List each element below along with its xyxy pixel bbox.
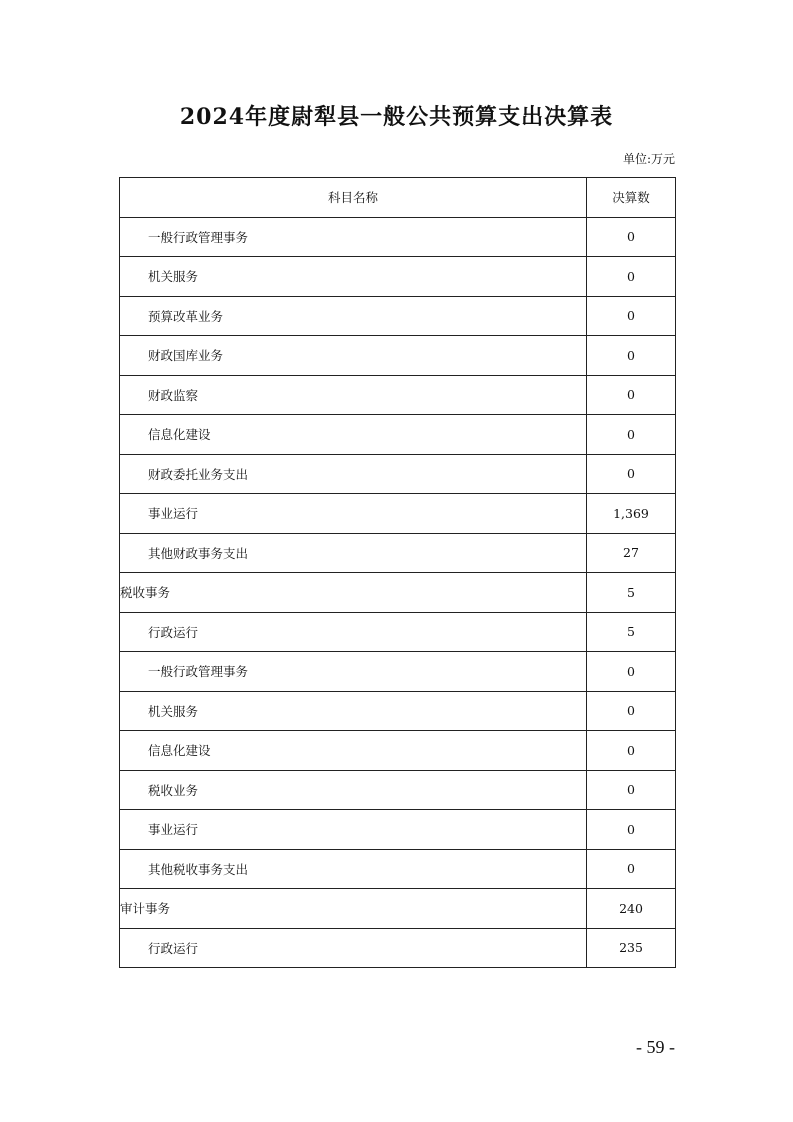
row-amount: 0 xyxy=(587,731,676,771)
row-subject-name: 信息化建设 xyxy=(120,731,587,771)
row-subject-name: 预算改革业务 xyxy=(120,296,587,336)
row-amount: 235 xyxy=(587,928,676,968)
table-row xyxy=(120,652,676,692)
page-number: - 59 - xyxy=(636,1037,675,1057)
row-subject-name: 信息化建设 xyxy=(120,415,587,455)
row-amount: 0 xyxy=(587,296,676,336)
row-amount: 0 xyxy=(587,415,676,455)
table-row xyxy=(120,336,676,376)
row-amount: 0 xyxy=(587,217,676,257)
row-amount: 0 xyxy=(587,375,676,415)
table-row xyxy=(120,810,676,850)
table-body xyxy=(120,217,676,968)
row-subject-name: 行政运行 xyxy=(120,612,587,652)
row-subject-name: 其他财政事务支出 xyxy=(120,533,587,573)
table-row xyxy=(120,533,676,573)
row-amount: 240 xyxy=(587,889,676,929)
row-amount: 1,369 xyxy=(587,494,676,534)
budget-table xyxy=(119,177,676,968)
row-amount: 27 xyxy=(587,533,676,573)
unit-label: 单位:万元 xyxy=(622,152,675,166)
table-row xyxy=(120,612,676,652)
row-subject-name: 行政运行 xyxy=(120,928,587,968)
table-row xyxy=(120,257,676,297)
table-row xyxy=(120,889,676,929)
row-subject-name: 机关服务 xyxy=(120,691,587,731)
row-amount: 0 xyxy=(587,454,676,494)
row-subject-name: 事业运行 xyxy=(120,810,587,850)
table-header-row xyxy=(120,178,676,218)
table-row xyxy=(120,494,676,534)
row-subject-name: 事业运行 xyxy=(120,494,587,534)
table-row xyxy=(120,415,676,455)
header-final-amount: 决算数 xyxy=(587,178,676,218)
row-subject-name: 财政国库业务 xyxy=(120,336,587,376)
row-subject-name: 税收事务 xyxy=(120,573,587,613)
row-amount: 0 xyxy=(587,770,676,810)
row-amount: 0 xyxy=(587,336,676,376)
row-amount: 0 xyxy=(587,691,676,731)
row-subject-name: 其他税收事务支出 xyxy=(120,849,587,889)
row-subject-name: 一般行政管理事务 xyxy=(120,652,587,692)
row-subject-name: 一般行政管理事务 xyxy=(120,217,587,257)
document-title: 2024年度尉犁县一般公共预算支出决算表 xyxy=(179,104,614,130)
row-subject-name: 机关服务 xyxy=(120,257,587,297)
table-row xyxy=(120,573,676,613)
row-subject-name: 审计事务 xyxy=(120,889,587,929)
table-row xyxy=(120,454,676,494)
table-row xyxy=(120,375,676,415)
row-amount: 5 xyxy=(587,573,676,613)
row-amount: 0 xyxy=(587,810,676,850)
row-amount: 0 xyxy=(587,849,676,889)
table-row xyxy=(120,731,676,771)
table-row xyxy=(120,770,676,810)
table-row xyxy=(120,691,676,731)
row-amount: 0 xyxy=(587,652,676,692)
row-subject-name: 财政委托业务支出 xyxy=(120,454,587,494)
row-amount: 0 xyxy=(587,257,676,297)
row-subject-name: 财政监察 xyxy=(120,375,587,415)
table-row xyxy=(120,928,676,968)
table-row xyxy=(120,296,676,336)
row-amount: 5 xyxy=(587,612,676,652)
table-row xyxy=(120,849,676,889)
header-subject-name: 科目名称 xyxy=(120,178,587,218)
row-subject-name: 税收业务 xyxy=(120,770,587,810)
table-row xyxy=(120,217,676,257)
